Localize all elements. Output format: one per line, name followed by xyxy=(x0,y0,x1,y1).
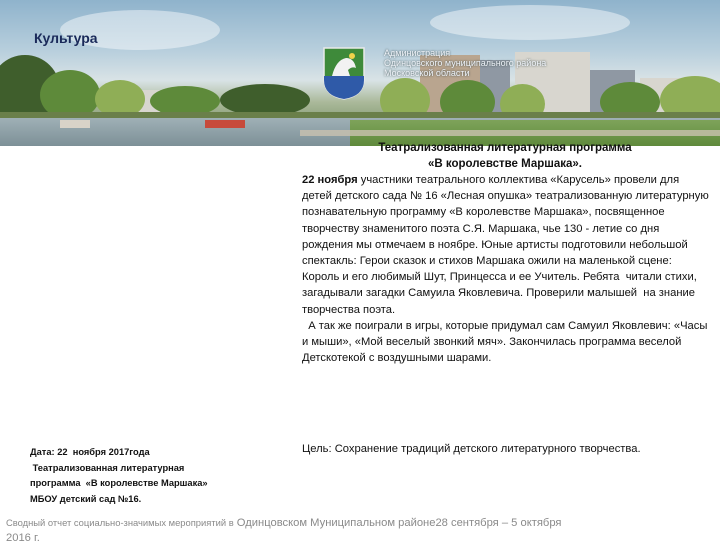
event-date-bold: 22 ноября xyxy=(302,174,358,186)
footer-report-caption xyxy=(6,515,720,546)
event-title-line: Театрализованная литературная программа xyxy=(378,142,632,154)
section-label: Культура xyxy=(34,30,98,46)
event-description xyxy=(302,172,712,366)
footer-large-text: Одинцовском Муниципальном районе28 сентября – 5 октября xyxy=(233,517,562,529)
event-goal: Цель: Сохранение традиций детского литературного творчества. xyxy=(302,443,641,455)
administration-caption xyxy=(384,48,604,78)
event-title-line: «В королевстве Маршака». xyxy=(427,158,583,170)
header-photo-banner xyxy=(0,0,720,146)
event-description-text: участники театрального коллектива «Карусель» провели для детей детского сада № 16 «Лесная опушка» театрализованную литературную познавательную программу «В королевстве Маршака», посвященное творчеству знаменитого поэта С.Я. Маршака, чье 130 - летие со дня рождения мы отмечаем в ноябре. Юные артисты подготовили небольшой спектакль: Герои сказок и стихов Маршака ожили на маленькой сцене: Король и его любимый Шут, Принцесса и ее Учитель. Ребята читали стихи, загадывали загадки Самуила Яковлевича. Проверили малышей на знание творчества поэта. А так же поиграли в игры, которые придумал сам Самуил Яковлевич: «Часы и мыши», «Мой веселый звонкий мяч». Закончилась программа веселой Детскотекой с воздушными шарами. xyxy=(302,174,709,365)
event-details-sidebar: Дата: 22 ноября 2017года Театрализованная литературная программа «В королевстве Маршака» МБОУ детский сад №16. xyxy=(30,447,208,504)
admin-caption-line: Администрация xyxy=(384,48,451,58)
event-title xyxy=(300,140,710,172)
district-coat-of-arms-icon xyxy=(322,46,366,100)
footer-year: 2016 г. xyxy=(6,532,40,544)
footer-small-text: Сводный отчет социально-значимых мероприятий в xyxy=(6,517,234,528)
admin-caption-line: Одинцовского муниципального района xyxy=(384,58,547,68)
admin-caption-line: Московской области xyxy=(384,68,470,78)
